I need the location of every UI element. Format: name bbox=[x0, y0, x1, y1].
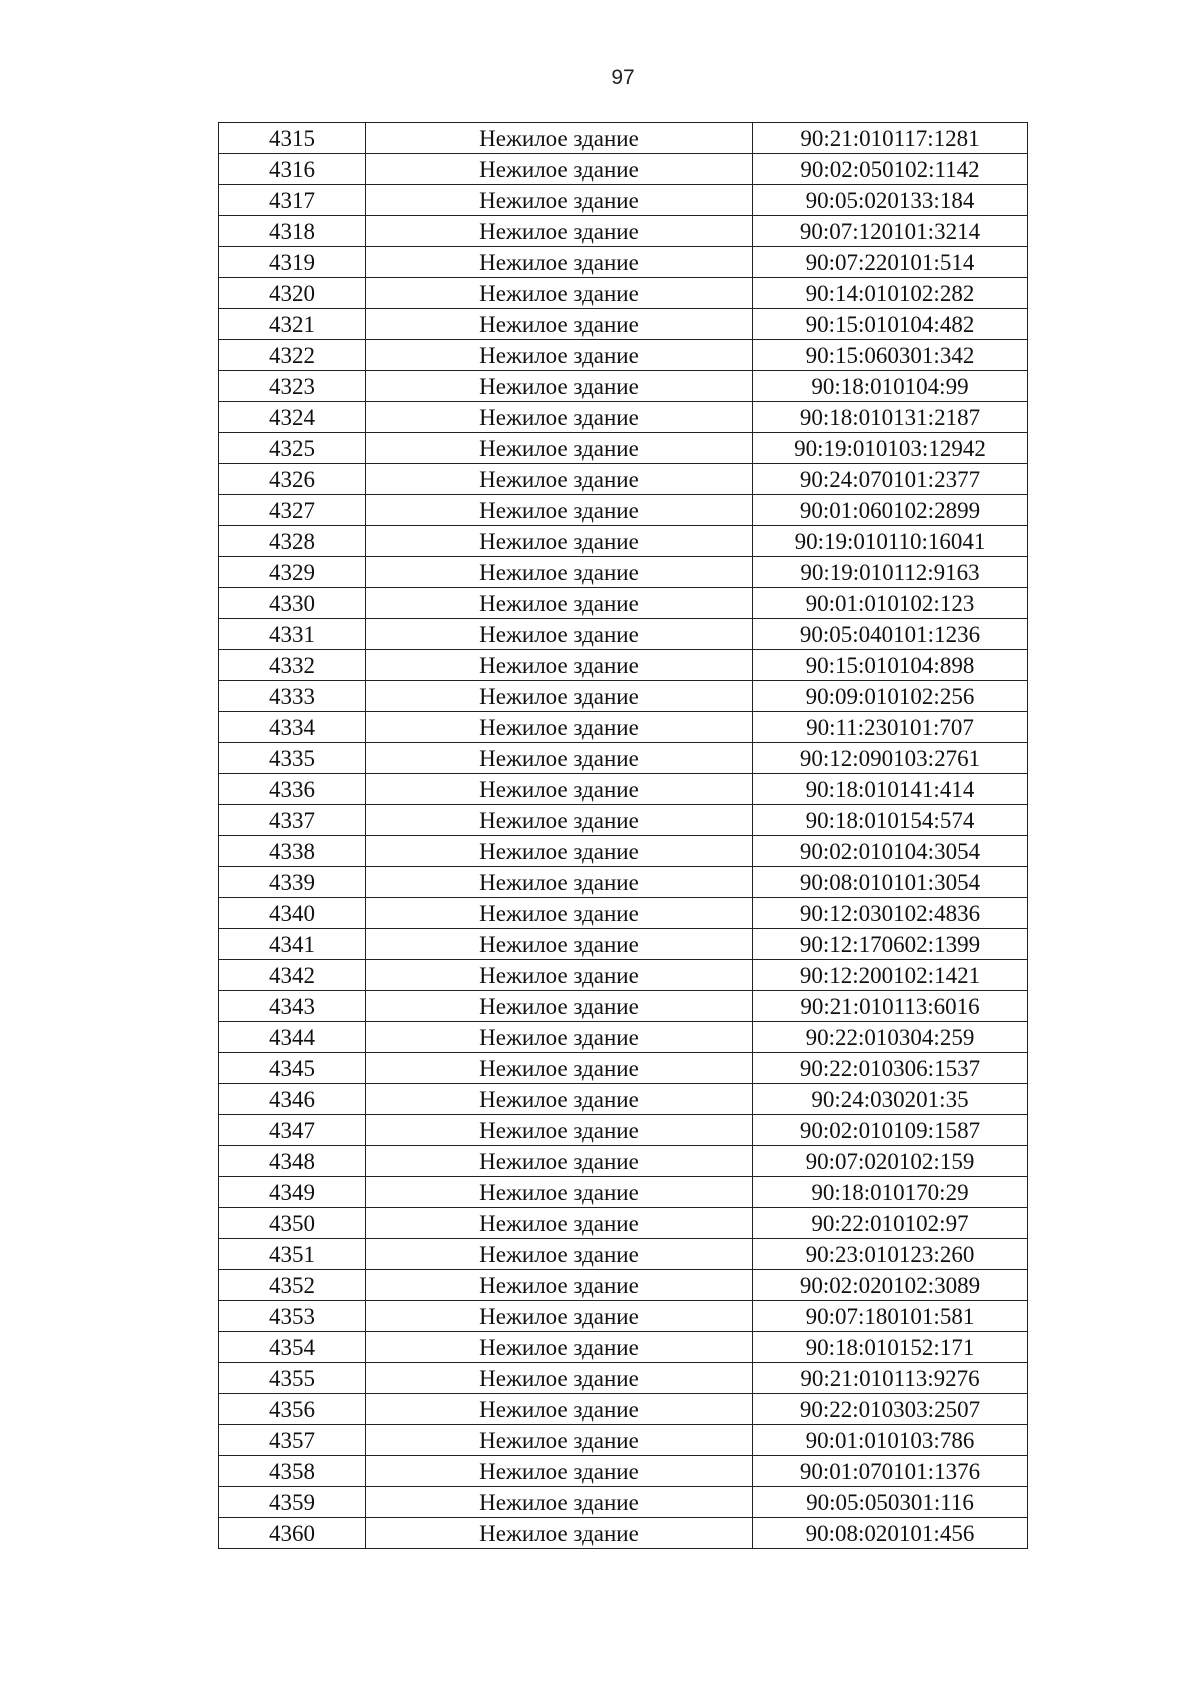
object-name-cell: Нежилое здание bbox=[366, 185, 753, 216]
object-name-cell: Нежилое здание bbox=[366, 588, 753, 619]
cadastral-number-cell: 90:22:010304:259 bbox=[753, 1022, 1028, 1053]
table-row bbox=[219, 371, 1028, 402]
object-name-cell: Нежилое здание bbox=[366, 650, 753, 681]
table-row bbox=[219, 991, 1028, 1022]
cadastral-number-cell: 90:01:060102:2899 bbox=[753, 495, 1028, 526]
cadastral-number-cell: 90:14:010102:282 bbox=[753, 278, 1028, 309]
object-name-cell: Нежилое здание bbox=[366, 216, 753, 247]
table-row bbox=[219, 402, 1028, 433]
table-row bbox=[219, 743, 1028, 774]
table-row bbox=[219, 185, 1028, 216]
cadastral-number-cell: 90:07:020102:159 bbox=[753, 1146, 1028, 1177]
table-row bbox=[219, 495, 1028, 526]
row-number-cell: 4334 bbox=[219, 712, 366, 743]
table-row bbox=[219, 1146, 1028, 1177]
cadastral-number-cell: 90:12:170602:1399 bbox=[753, 929, 1028, 960]
row-number-cell: 4331 bbox=[219, 619, 366, 650]
row-number-cell: 4317 bbox=[219, 185, 366, 216]
table-row bbox=[219, 557, 1028, 588]
object-name-cell: Нежилое здание bbox=[366, 123, 753, 154]
object-name-cell: Нежилое здание bbox=[366, 1084, 753, 1115]
cadastral-number-cell: 90:21:010113:6016 bbox=[753, 991, 1028, 1022]
registry-table bbox=[218, 122, 1028, 1549]
cadastral-number-cell: 90:18:010152:171 bbox=[753, 1332, 1028, 1363]
object-name-cell: Нежилое здание bbox=[366, 247, 753, 278]
table-row bbox=[219, 650, 1028, 681]
cadastral-number-cell: 90:12:090103:2761 bbox=[753, 743, 1028, 774]
row-number-cell: 4350 bbox=[219, 1208, 366, 1239]
table-body bbox=[219, 123, 1028, 1549]
object-name-cell: Нежилое здание bbox=[366, 371, 753, 402]
cadastral-number-cell: 90:22:010306:1537 bbox=[753, 1053, 1028, 1084]
row-number-cell: 4320 bbox=[219, 278, 366, 309]
table-row bbox=[219, 1425, 1028, 1456]
object-name-cell: Нежилое здание bbox=[366, 681, 753, 712]
table-row bbox=[219, 247, 1028, 278]
row-number-cell: 4337 bbox=[219, 805, 366, 836]
cadastral-number-cell: 90:11:230101:707 bbox=[753, 712, 1028, 743]
row-number-cell: 4315 bbox=[219, 123, 366, 154]
object-name-cell: Нежилое здание bbox=[366, 340, 753, 371]
object-name-cell: Нежилое здание bbox=[366, 805, 753, 836]
table-row bbox=[219, 1053, 1028, 1084]
row-number-cell: 4347 bbox=[219, 1115, 366, 1146]
object-name-cell: Нежилое здание bbox=[366, 1301, 753, 1332]
cadastral-number-cell: 90:12:200102:1421 bbox=[753, 960, 1028, 991]
table-row bbox=[219, 960, 1028, 991]
cadastral-number-cell: 90:15:010104:898 bbox=[753, 650, 1028, 681]
row-number-cell: 4356 bbox=[219, 1394, 366, 1425]
row-number-cell: 4329 bbox=[219, 557, 366, 588]
table-row bbox=[219, 1084, 1028, 1115]
table-row bbox=[219, 1022, 1028, 1053]
row-number-cell: 4316 bbox=[219, 154, 366, 185]
cadastral-number-cell: 90:19:010110:16041 bbox=[753, 526, 1028, 557]
row-number-cell: 4330 bbox=[219, 588, 366, 619]
cadastral-number-cell: 90:12:030102:4836 bbox=[753, 898, 1028, 929]
table-row bbox=[219, 526, 1028, 557]
object-name-cell: Нежилое здание bbox=[366, 309, 753, 340]
object-name-cell: Нежилое здание bbox=[366, 1053, 753, 1084]
cadastral-number-cell: 90:02:010104:3054 bbox=[753, 836, 1028, 867]
row-number-cell: 4351 bbox=[219, 1239, 366, 1270]
cadastral-number-cell: 90:01:010103:786 bbox=[753, 1425, 1028, 1456]
object-name-cell: Нежилое здание bbox=[366, 1022, 753, 1053]
object-name-cell: Нежилое здание bbox=[366, 464, 753, 495]
row-number-cell: 4339 bbox=[219, 867, 366, 898]
row-number-cell: 4322 bbox=[219, 340, 366, 371]
table-row bbox=[219, 1332, 1028, 1363]
cadastral-number-cell: 90:15:010104:482 bbox=[753, 309, 1028, 340]
row-number-cell: 4321 bbox=[219, 309, 366, 340]
row-number-cell: 4354 bbox=[219, 1332, 366, 1363]
cadastral-number-cell: 90:08:010101:3054 bbox=[753, 867, 1028, 898]
cadastral-number-cell: 90:24:030201:35 bbox=[753, 1084, 1028, 1115]
cadastral-number-cell: 90:21:010113:9276 bbox=[753, 1363, 1028, 1394]
object-name-cell: Нежилое здание bbox=[366, 433, 753, 464]
object-name-cell: Нежилое здание bbox=[366, 278, 753, 309]
row-number-cell: 4323 bbox=[219, 371, 366, 402]
table-row bbox=[219, 712, 1028, 743]
cadastral-number-cell: 90:22:010102:97 bbox=[753, 1208, 1028, 1239]
row-number-cell: 4357 bbox=[219, 1425, 366, 1456]
cadastral-number-cell: 90:05:050301:116 bbox=[753, 1487, 1028, 1518]
cadastral-number-cell: 90:18:010104:99 bbox=[753, 371, 1028, 402]
row-number-cell: 4348 bbox=[219, 1146, 366, 1177]
object-name-cell: Нежилое здание bbox=[366, 712, 753, 743]
row-number-cell: 4325 bbox=[219, 433, 366, 464]
object-name-cell: Нежилое здание bbox=[366, 836, 753, 867]
cadastral-number-cell: 90:02:020102:3089 bbox=[753, 1270, 1028, 1301]
table-row bbox=[219, 619, 1028, 650]
cadastral-number-cell: 90:05:020133:184 bbox=[753, 185, 1028, 216]
table-row bbox=[219, 1456, 1028, 1487]
table-row bbox=[219, 774, 1028, 805]
object-name-cell: Нежилое здание bbox=[366, 526, 753, 557]
table-row bbox=[219, 588, 1028, 619]
cadastral-number-cell: 90:09:010102:256 bbox=[753, 681, 1028, 712]
cadastral-number-cell: 90:01:070101:1376 bbox=[753, 1456, 1028, 1487]
table-row bbox=[219, 898, 1028, 929]
row-number-cell: 4340 bbox=[219, 898, 366, 929]
table-row bbox=[219, 1394, 1028, 1425]
row-number-cell: 4344 bbox=[219, 1022, 366, 1053]
table-row bbox=[219, 216, 1028, 247]
cadastral-number-cell: 90:05:040101:1236 bbox=[753, 619, 1028, 650]
table-row bbox=[219, 1518, 1028, 1549]
row-number-cell: 4359 bbox=[219, 1487, 366, 1518]
table-row bbox=[219, 1301, 1028, 1332]
object-name-cell: Нежилое здание bbox=[366, 495, 753, 526]
row-number-cell: 4338 bbox=[219, 836, 366, 867]
cadastral-number-cell: 90:07:220101:514 bbox=[753, 247, 1028, 278]
table-row bbox=[219, 836, 1028, 867]
row-number-cell: 4318 bbox=[219, 216, 366, 247]
cadastral-number-cell: 90:07:180101:581 bbox=[753, 1301, 1028, 1332]
object-name-cell: Нежилое здание bbox=[366, 1487, 753, 1518]
row-number-cell: 4319 bbox=[219, 247, 366, 278]
object-name-cell: Нежилое здание bbox=[366, 1394, 753, 1425]
object-name-cell: Нежилое здание bbox=[366, 619, 753, 650]
cadastral-number-cell: 90:19:010103:12942 bbox=[753, 433, 1028, 464]
row-number-cell: 4343 bbox=[219, 991, 366, 1022]
row-number-cell: 4346 bbox=[219, 1084, 366, 1115]
page-number: 97 bbox=[611, 66, 635, 89]
row-number-cell: 4335 bbox=[219, 743, 366, 774]
cadastral-number-cell: 90:23:010123:260 bbox=[753, 1239, 1028, 1270]
object-name-cell: Нежилое здание bbox=[366, 867, 753, 898]
object-name-cell: Нежилое здание bbox=[366, 557, 753, 588]
object-name-cell: Нежилое здание bbox=[366, 743, 753, 774]
object-name-cell: Нежилое здание bbox=[366, 1146, 753, 1177]
cadastral-number-cell: 90:22:010303:2507 bbox=[753, 1394, 1028, 1425]
object-name-cell: Нежилое здание bbox=[366, 402, 753, 433]
row-number-cell: 4326 bbox=[219, 464, 366, 495]
table-row bbox=[219, 278, 1028, 309]
cadastral-number-cell: 90:21:010117:1281 bbox=[753, 123, 1028, 154]
object-name-cell: Нежилое здание bbox=[366, 929, 753, 960]
cadastral-number-cell: 90:18:010170:29 bbox=[753, 1177, 1028, 1208]
object-name-cell: Нежилое здание bbox=[366, 898, 753, 929]
table-row bbox=[219, 123, 1028, 154]
row-number-cell: 4332 bbox=[219, 650, 366, 681]
object-name-cell: Нежилое здание bbox=[366, 1456, 753, 1487]
cadastral-number-cell: 90:18:010131:2187 bbox=[753, 402, 1028, 433]
object-name-cell: Нежилое здание bbox=[366, 1332, 753, 1363]
cadastral-number-cell: 90:02:010109:1587 bbox=[753, 1115, 1028, 1146]
row-number-cell: 4349 bbox=[219, 1177, 366, 1208]
row-number-cell: 4352 bbox=[219, 1270, 366, 1301]
cadastral-number-cell: 90:02:050102:1142 bbox=[753, 154, 1028, 185]
table-row bbox=[219, 1208, 1028, 1239]
table-row bbox=[219, 309, 1028, 340]
cadastral-number-cell: 90:18:010154:574 bbox=[753, 805, 1028, 836]
object-name-cell: Нежилое здание bbox=[366, 1425, 753, 1456]
row-number-cell: 4327 bbox=[219, 495, 366, 526]
object-name-cell: Нежилое здание bbox=[366, 1518, 753, 1549]
object-name-cell: Нежилое здание bbox=[366, 1177, 753, 1208]
object-name-cell: Нежилое здание bbox=[366, 960, 753, 991]
table-row bbox=[219, 1487, 1028, 1518]
object-name-cell: Нежилое здание bbox=[366, 154, 753, 185]
row-number-cell: 4342 bbox=[219, 960, 366, 991]
table-row bbox=[219, 929, 1028, 960]
table-row bbox=[219, 1363, 1028, 1394]
cadastral-number-cell: 90:01:010102:123 bbox=[753, 588, 1028, 619]
table-row bbox=[219, 154, 1028, 185]
object-name-cell: Нежилое здание bbox=[366, 1208, 753, 1239]
row-number-cell: 4336 bbox=[219, 774, 366, 805]
row-number-cell: 4355 bbox=[219, 1363, 366, 1394]
row-number-cell: 4328 bbox=[219, 526, 366, 557]
row-number-cell: 4324 bbox=[219, 402, 366, 433]
object-name-cell: Нежилое здание bbox=[366, 1270, 753, 1301]
cadastral-number-cell: 90:08:020101:456 bbox=[753, 1518, 1028, 1549]
cadastral-number-cell: 90:15:060301:342 bbox=[753, 340, 1028, 371]
cadastral-number-cell: 90:07:120101:3214 bbox=[753, 216, 1028, 247]
table-row bbox=[219, 1239, 1028, 1270]
table-row bbox=[219, 681, 1028, 712]
table-row bbox=[219, 805, 1028, 836]
row-number-cell: 4358 bbox=[219, 1456, 366, 1487]
object-name-cell: Нежилое здание bbox=[366, 1115, 753, 1146]
row-number-cell: 4345 bbox=[219, 1053, 366, 1084]
row-number-cell: 4353 bbox=[219, 1301, 366, 1332]
table-row bbox=[219, 1115, 1028, 1146]
cadastral-number-cell: 90:24:070101:2377 bbox=[753, 464, 1028, 495]
row-number-cell: 4333 bbox=[219, 681, 366, 712]
object-name-cell: Нежилое здание bbox=[366, 1239, 753, 1270]
table-row bbox=[219, 433, 1028, 464]
table-row bbox=[219, 340, 1028, 371]
row-number-cell: 4360 bbox=[219, 1518, 366, 1549]
table-row bbox=[219, 464, 1028, 495]
object-name-cell: Нежилое здание bbox=[366, 774, 753, 805]
table-row bbox=[219, 1177, 1028, 1208]
object-name-cell: Нежилое здание bbox=[366, 991, 753, 1022]
cadastral-number-cell: 90:19:010112:9163 bbox=[753, 557, 1028, 588]
table-row bbox=[219, 1270, 1028, 1301]
cadastral-number-cell: 90:18:010141:414 bbox=[753, 774, 1028, 805]
object-name-cell: Нежилое здание bbox=[366, 1363, 753, 1394]
row-number-cell: 4341 bbox=[219, 929, 366, 960]
table-row bbox=[219, 867, 1028, 898]
